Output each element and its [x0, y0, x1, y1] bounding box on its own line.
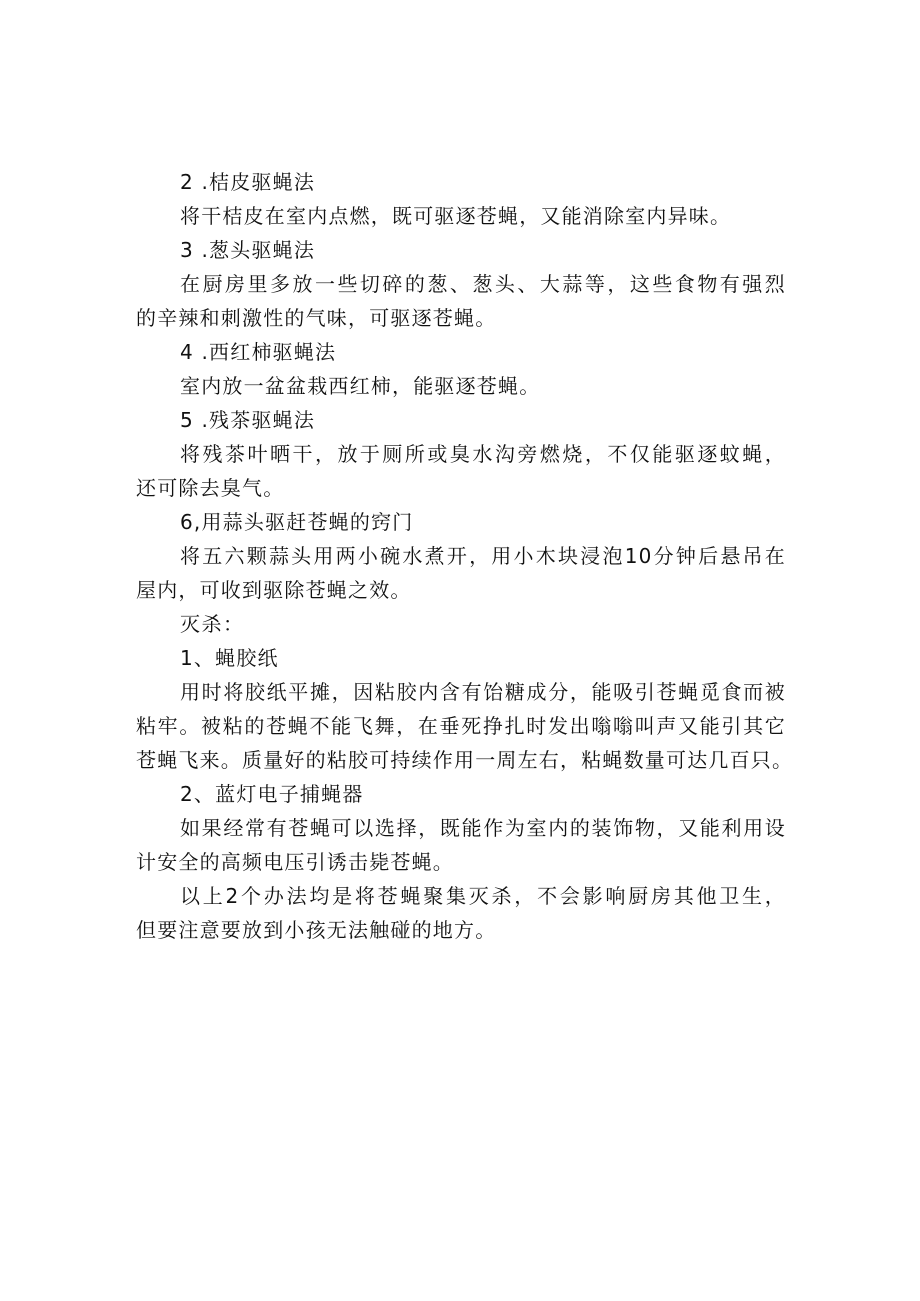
document-body: [136, 165, 794, 947]
paragraph-blue-light-trap-line-1: 如果经常有苍蝇可以选择，既能作为室内的装饰物，又能利用设: [180, 816, 786, 840]
paragraph-tomato: 室内放一盆盆栽西红柿，能驱逐苍蝇。: [180, 374, 541, 398]
heading-orange-peel: 2 .桔皮驱蝇法: [180, 170, 316, 194]
paragraph-onion-line-2: 的辛辣和刺激性的气味，可驱逐苍蝇。: [136, 306, 497, 330]
heading-fly-paper: 1、蝇胶纸: [180, 646, 279, 670]
paragraph-fly-paper-line-3: 苍蝇飞来。质量好的粘胶可持续作用一周左右，粘蝇数量可达几百只。: [136, 748, 794, 772]
paragraph-conclusion-line-1: 以上2个办法均是将苍蝇聚集灭杀，不会影响厨房其他卫生，: [180, 884, 786, 908]
heading-garlic: 6,用蒜头驱赶苍蝇的窍门: [180, 510, 414, 534]
heading-onion: 3 .葱头驱蝇法: [180, 238, 316, 262]
paragraph-fly-paper-line-2: 粘牢。被粘的苍蝇不能飞舞，在垂死挣扎时发出嗡嗡叫声又能引其它: [136, 714, 786, 738]
paragraph-onion-line-1: 在厨房里多放一些切碎的葱、葱头、大蒜等，这些食物有强烈: [180, 272, 786, 296]
heading-tea: 5 .残茶驱蝇法: [180, 408, 316, 432]
paragraph-garlic-line-1: 将五六颗蒜头用两小碗水煮开，用小木块浸泡10分钟后悬吊在: [180, 544, 786, 568]
paragraph-orange-peel: 将干桔皮在室内点燃，既可驱逐苍蝇，又能消除室内异味。: [180, 204, 732, 228]
heading-tomato: 4 .西红柿驱蝇法: [180, 340, 337, 364]
paragraph-blue-light-trap-line-2: 计安全的高频电压引诱击毙苍蝇。: [136, 850, 454, 874]
paragraph-tea-line-1: 将残茶叶晒干，放于厕所或臭水沟旁燃烧，不仅能驱逐蚊蝇，: [180, 442, 786, 466]
paragraph-tea-line-2: 还可除去臭气。: [136, 476, 285, 500]
paragraph-garlic-line-2: 屋内，可收到驱除苍蝇之效。: [136, 578, 412, 602]
section-title-kill: 灭杀：: [180, 612, 245, 636]
paragraph-conclusion-line-2: 但要注意要放到小孩无法触碰的地方。: [136, 918, 497, 942]
heading-blue-light-trap: 2、蓝灯电子捕蝇器: [180, 782, 364, 806]
paragraph-fly-paper-line-1: 用时将胶纸平摊，因粘胶内含有饴糖成分，能吸引苍蝇觅食而被: [180, 680, 786, 704]
